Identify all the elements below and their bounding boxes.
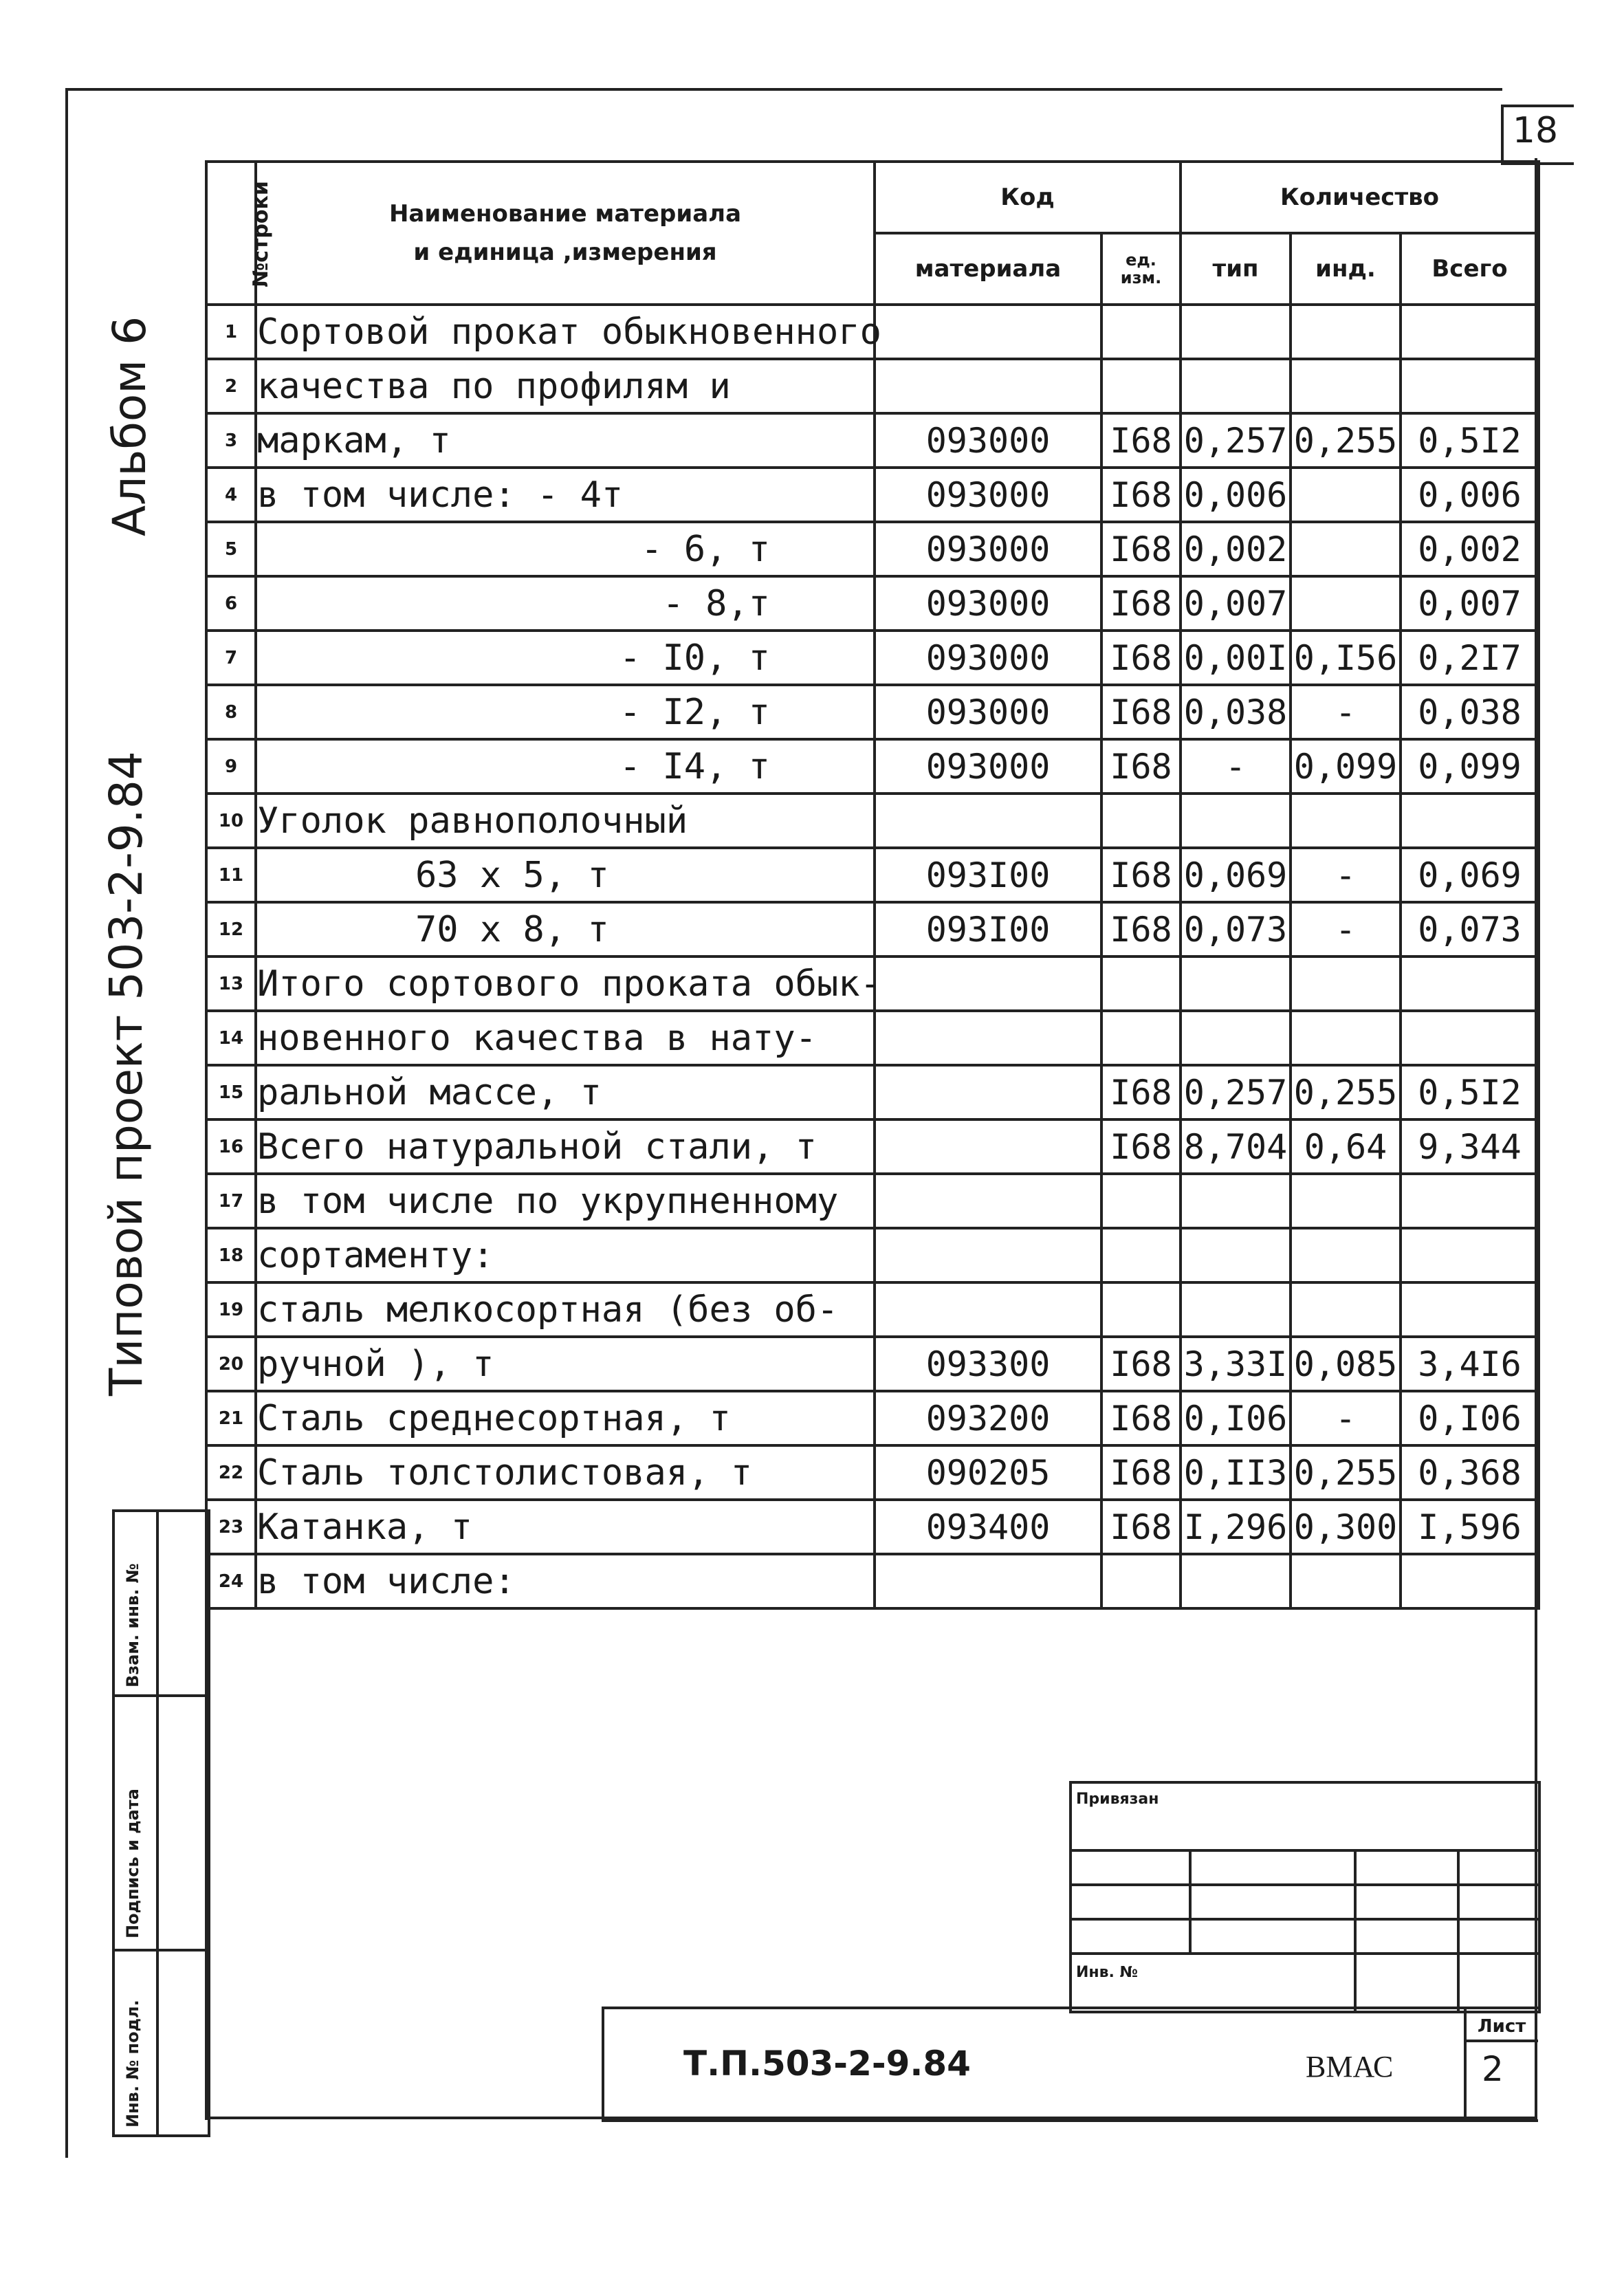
qty-ind-cell bbox=[1291, 468, 1401, 522]
qty-ind-cell bbox=[1291, 956, 1401, 1011]
table-row bbox=[206, 1445, 1539, 1500]
row-number-cell: 22 bbox=[206, 1445, 256, 1500]
qty-total-cell: 0,5I2 bbox=[1401, 413, 1539, 468]
unit-code-cell: I68 bbox=[1101, 1391, 1181, 1445]
row-number-cell: 7 bbox=[206, 631, 256, 685]
unit-code-cell: I68 bbox=[1101, 685, 1181, 739]
qty-ind-cell bbox=[1291, 1011, 1401, 1065]
material-code-cell: 093200 bbox=[875, 1391, 1101, 1445]
table-row bbox=[206, 522, 1539, 576]
qty-typ-cell bbox=[1181, 794, 1291, 848]
qty-total-cell bbox=[1401, 305, 1539, 359]
qty-ind-cell: 0,255 bbox=[1291, 1445, 1401, 1500]
qty-total-cell: 0,2I7 bbox=[1401, 631, 1539, 685]
row-number-cell: 20 bbox=[206, 1337, 256, 1391]
table-row bbox=[206, 739, 1539, 794]
qty-ind-cell bbox=[1291, 794, 1401, 848]
qty-typ-cell: - bbox=[1181, 739, 1291, 794]
material-name-cell: 70 х 8, т bbox=[256, 902, 875, 956]
qty-typ-cell: 0,II3 bbox=[1181, 1445, 1291, 1500]
material-code-cell bbox=[875, 1011, 1101, 1065]
qty-total-cell: 0,002 bbox=[1401, 522, 1539, 576]
material-code-cell bbox=[875, 794, 1101, 848]
qty-total-cell bbox=[1401, 794, 1539, 848]
table-row bbox=[206, 794, 1539, 848]
row-number-cell: 3 bbox=[206, 413, 256, 468]
material-name-cell: маркам, т bbox=[256, 413, 875, 468]
unit-code-cell bbox=[1101, 1282, 1181, 1337]
material-name-cell: сталь мелкосортная (без об- bbox=[256, 1282, 875, 1337]
unit-code-cell: I68 bbox=[1101, 631, 1181, 685]
table-row bbox=[206, 902, 1539, 956]
table-row bbox=[206, 956, 1539, 1011]
unit-code-cell: I68 bbox=[1101, 848, 1181, 902]
qty-total-cell bbox=[1401, 359, 1539, 413]
qty-total-cell: I,596 bbox=[1401, 1500, 1539, 1554]
qty-total-cell bbox=[1401, 1228, 1539, 1282]
row-number-cell: 4 bbox=[206, 468, 256, 522]
qty-ind-cell: - bbox=[1291, 848, 1401, 902]
bind-line-2 bbox=[1072, 1883, 1538, 1886]
row-number-cell: 17 bbox=[206, 1174, 256, 1228]
material-code-cell: 093400 bbox=[875, 1500, 1101, 1554]
qty-total-cell bbox=[1401, 956, 1539, 1011]
unit-code-cell: I68 bbox=[1101, 522, 1181, 576]
qty-typ-cell: 0,257 bbox=[1181, 1065, 1291, 1119]
material-code-cell: 093000 bbox=[875, 631, 1101, 685]
page-number: 18 bbox=[1512, 110, 1559, 151]
qty-ind-cell: 0,I56 bbox=[1291, 631, 1401, 685]
header-material-name: Наименование материала и единица ,измерения bbox=[256, 162, 875, 305]
material-name-cell: - 8,т bbox=[256, 576, 875, 631]
unit-code-cell bbox=[1101, 1554, 1181, 1608]
table-row bbox=[206, 359, 1539, 413]
album-label: Альбом 6 bbox=[103, 316, 156, 536]
material-code-cell: 093I00 bbox=[875, 902, 1101, 956]
qty-ind-cell bbox=[1291, 1228, 1401, 1282]
qty-typ-cell: 3,33I bbox=[1181, 1337, 1291, 1391]
qty-typ-cell bbox=[1181, 1228, 1291, 1282]
qty-ind-cell bbox=[1291, 1174, 1401, 1228]
material-name-cell: - I2, т bbox=[256, 685, 875, 739]
material-name-cell: в том числе по укрупненному bbox=[256, 1174, 875, 1228]
qty-ind-cell: 0,099 bbox=[1291, 739, 1401, 794]
material-code-cell bbox=[875, 1554, 1101, 1608]
material-code-cell bbox=[875, 359, 1101, 413]
stamp-vzam-label: Взам. инв. № bbox=[123, 1563, 142, 1687]
qty-total-cell bbox=[1401, 1282, 1539, 1337]
side-stamp bbox=[112, 1509, 210, 2137]
qty-total-cell: 0,368 bbox=[1401, 1445, 1539, 1500]
qty-typ-cell bbox=[1181, 956, 1291, 1011]
material-name-cell: новенного качества в нату- bbox=[256, 1011, 875, 1065]
sheet-label: Лист bbox=[1478, 2016, 1526, 2037]
table-row bbox=[206, 848, 1539, 902]
qty-total-cell: 0,069 bbox=[1401, 848, 1539, 902]
bind-line-1 bbox=[1072, 1849, 1538, 1852]
material-name-cell: - 6, т bbox=[256, 522, 875, 576]
row-number-cell: 10 bbox=[206, 794, 256, 848]
material-name-cell: 63 х 5, т bbox=[256, 848, 875, 902]
material-name-cell: в том числе: - 4т bbox=[256, 468, 875, 522]
qty-typ-cell: 0,257 bbox=[1181, 413, 1291, 468]
unit-code-cell bbox=[1101, 305, 1181, 359]
row-number-cell: 2 bbox=[206, 359, 256, 413]
table-row bbox=[206, 1337, 1539, 1391]
qty-typ-cell: 0,I06 bbox=[1181, 1391, 1291, 1445]
row-number-cell: 14 bbox=[206, 1011, 256, 1065]
qty-typ-cell: 0,00I bbox=[1181, 631, 1291, 685]
material-code-cell: 093000 bbox=[875, 739, 1101, 794]
qty-typ-cell: 0,007 bbox=[1181, 576, 1291, 631]
title-block-section: ВМАС bbox=[1306, 2050, 1394, 2084]
qty-typ-cell: 8,704 bbox=[1181, 1119, 1291, 1174]
frame-top-line bbox=[65, 88, 1502, 91]
unit-code-cell: I68 bbox=[1101, 1337, 1181, 1391]
material-name-cell: Сталь среднесортная, т bbox=[256, 1391, 875, 1445]
material-name-cell: ральной массе, т bbox=[256, 1065, 875, 1119]
qty-total-cell: 0,5I2 bbox=[1401, 1065, 1539, 1119]
unit-code-cell: I68 bbox=[1101, 1119, 1181, 1174]
qty-total-cell: 0,007 bbox=[1401, 576, 1539, 631]
material-code-cell bbox=[875, 1065, 1101, 1119]
stamp-sep-2 bbox=[115, 1949, 208, 1952]
qty-typ-cell bbox=[1181, 1174, 1291, 1228]
unit-code-cell: I68 bbox=[1101, 576, 1181, 631]
sheet-line bbox=[1467, 2040, 1538, 2042]
stamp-podpis-label: Подпись и дата bbox=[123, 1789, 142, 1938]
qty-ind-cell: 0,255 bbox=[1291, 1065, 1401, 1119]
qty-total-cell: 0,I06 bbox=[1401, 1391, 1539, 1445]
row-number-cell: 21 bbox=[206, 1391, 256, 1445]
frame-bottom-line bbox=[205, 2117, 1537, 2119]
binding-privyazan: Привязан bbox=[1076, 1791, 1159, 1808]
material-name-cell: сортаменту: bbox=[256, 1228, 875, 1282]
material-name-cell: Катанка, т bbox=[256, 1500, 875, 1554]
qty-typ-cell: 0,002 bbox=[1181, 522, 1291, 576]
header-unit: ед. изм. bbox=[1101, 233, 1181, 305]
row-number-cell: 23 bbox=[206, 1500, 256, 1554]
qty-total-cell: 0,006 bbox=[1401, 468, 1539, 522]
qty-ind-cell bbox=[1291, 1282, 1401, 1337]
material-name-cell: Сортовой прокат обыкновенного bbox=[256, 305, 875, 359]
qty-ind-cell: 0,64 bbox=[1291, 1119, 1401, 1174]
material-code-cell bbox=[875, 1119, 1101, 1174]
material-name-cell: Уголок равнополочный bbox=[256, 794, 875, 848]
table-row bbox=[206, 1282, 1539, 1337]
qty-ind-cell bbox=[1291, 1554, 1401, 1608]
row-number-cell: 18 bbox=[206, 1228, 256, 1282]
row-number-cell: 15 bbox=[206, 1065, 256, 1119]
table-row bbox=[206, 305, 1539, 359]
table-row bbox=[206, 1554, 1539, 1608]
qty-ind-cell: - bbox=[1291, 1391, 1401, 1445]
qty-typ-cell: 0,069 bbox=[1181, 848, 1291, 902]
qty-typ-cell bbox=[1181, 1011, 1291, 1065]
table-row bbox=[206, 1065, 1539, 1119]
material-name-cell: Итого сортового проката обык- bbox=[256, 956, 875, 1011]
stamp-divider bbox=[156, 1512, 159, 2134]
table-row bbox=[206, 468, 1539, 522]
table-row bbox=[206, 631, 1539, 685]
material-name-cell: - I0, т bbox=[256, 631, 875, 685]
table-row bbox=[206, 576, 1539, 631]
table-left-line bbox=[205, 160, 208, 2120]
row-number-cell: 1 bbox=[206, 305, 256, 359]
qty-typ-cell: 0,038 bbox=[1181, 685, 1291, 739]
qty-ind-cell: - bbox=[1291, 685, 1401, 739]
unit-code-cell bbox=[1101, 359, 1181, 413]
material-code-cell: 090205 bbox=[875, 1445, 1101, 1500]
unit-code-cell: I68 bbox=[1101, 739, 1181, 794]
unit-code-cell bbox=[1101, 1011, 1181, 1065]
qty-total-cell: 0,038 bbox=[1401, 685, 1539, 739]
material-code-cell bbox=[875, 1228, 1101, 1282]
qty-typ-cell bbox=[1181, 359, 1291, 413]
qty-ind-cell bbox=[1291, 359, 1401, 413]
unit-code-cell: I68 bbox=[1101, 1065, 1181, 1119]
unit-code-cell bbox=[1101, 956, 1181, 1011]
table-row bbox=[206, 1011, 1539, 1065]
header-quantity: Количество bbox=[1181, 162, 1539, 233]
material-code-cell: 093I00 bbox=[875, 848, 1101, 902]
row-number-cell: 12 bbox=[206, 902, 256, 956]
bind-line-4 bbox=[1072, 1952, 1538, 1955]
qty-total-cell bbox=[1401, 1554, 1539, 1608]
header-row-number: №строки bbox=[206, 162, 256, 305]
qty-ind-cell bbox=[1291, 576, 1401, 631]
unit-code-cell: I68 bbox=[1101, 468, 1181, 522]
qty-total-cell bbox=[1401, 1011, 1539, 1065]
table-row bbox=[206, 1500, 1539, 1554]
table-row bbox=[206, 1174, 1539, 1228]
header-total: Всего bbox=[1401, 233, 1539, 305]
qty-typ-cell: I,296 bbox=[1181, 1500, 1291, 1554]
qty-total-cell: 0,099 bbox=[1401, 739, 1539, 794]
frame-left-line bbox=[65, 88, 68, 2158]
table-row bbox=[206, 1228, 1539, 1282]
qty-total-cell: 0,073 bbox=[1401, 902, 1539, 956]
material-name-cell: Всего натуральной стали, т bbox=[256, 1119, 875, 1174]
unit-code-cell: I68 bbox=[1101, 413, 1181, 468]
title-block bbox=[602, 2007, 1538, 2122]
project-label: Типовой проект 503-2-9.84 bbox=[100, 751, 153, 1396]
bind-line-3 bbox=[1072, 1918, 1538, 1921]
bind-v-3 bbox=[1457, 1849, 1460, 2011]
material-name-cell: качества по профилям и bbox=[256, 359, 875, 413]
row-number-cell: 5 bbox=[206, 522, 256, 576]
header-typ: тип bbox=[1181, 233, 1291, 305]
material-code-cell bbox=[875, 1282, 1101, 1337]
row-number-cell: 19 bbox=[206, 1282, 256, 1337]
material-code-cell bbox=[875, 305, 1101, 359]
material-code-cell bbox=[875, 1174, 1101, 1228]
material-name-cell: в том числе: bbox=[256, 1554, 875, 1608]
row-number-cell: 24 bbox=[206, 1554, 256, 1608]
qty-ind-cell bbox=[1291, 522, 1401, 576]
unit-code-cell bbox=[1101, 1228, 1181, 1282]
material-code-cell: 093000 bbox=[875, 413, 1101, 468]
qty-ind-cell bbox=[1291, 305, 1401, 359]
table-row bbox=[206, 1391, 1539, 1445]
qty-typ-cell: 0,006 bbox=[1181, 468, 1291, 522]
row-number-cell: 8 bbox=[206, 685, 256, 739]
qty-typ-cell: 0,073 bbox=[1181, 902, 1291, 956]
qty-ind-cell: 0,300 bbox=[1291, 1500, 1401, 1554]
sheet-number: 2 bbox=[1482, 2049, 1504, 2089]
unit-code-cell: I68 bbox=[1101, 1445, 1181, 1500]
qty-typ-cell bbox=[1181, 305, 1291, 359]
header-code: Код bbox=[875, 162, 1181, 233]
materials-table bbox=[205, 160, 1540, 1610]
material-code-cell: 093300 bbox=[875, 1337, 1101, 1391]
material-code-cell: 093000 bbox=[875, 685, 1101, 739]
bind-v-1 bbox=[1189, 1849, 1192, 1952]
material-code-cell bbox=[875, 956, 1101, 1011]
row-number-cell: 13 bbox=[206, 956, 256, 1011]
qty-total-cell: 9,344 bbox=[1401, 1119, 1539, 1174]
qty-total-cell: 3,4I6 bbox=[1401, 1337, 1539, 1391]
qty-ind-cell: 0,085 bbox=[1291, 1337, 1401, 1391]
material-name-cell: Сталь толстолистовая, т bbox=[256, 1445, 875, 1500]
header-ind: инд. bbox=[1291, 233, 1401, 305]
title-block-code: Т.П.503-2-9.84 bbox=[683, 2044, 971, 2084]
row-number-cell: 9 bbox=[206, 739, 256, 794]
row-number-cell: 11 bbox=[206, 848, 256, 902]
header-material-code: материала bbox=[875, 233, 1101, 305]
table-row bbox=[206, 1119, 1539, 1174]
material-name-cell: - I4, т bbox=[256, 739, 875, 794]
qty-ind-cell: - bbox=[1291, 902, 1401, 956]
material-code-cell: 093000 bbox=[875, 576, 1101, 631]
material-code-cell: 093000 bbox=[875, 522, 1101, 576]
unit-code-cell bbox=[1101, 1174, 1181, 1228]
material-code-cell: 093000 bbox=[875, 468, 1101, 522]
row-number-cell: 6 bbox=[206, 576, 256, 631]
unit-code-cell: I68 bbox=[1101, 1500, 1181, 1554]
table-row bbox=[206, 685, 1539, 739]
qty-total-cell bbox=[1401, 1174, 1539, 1228]
bind-v-2 bbox=[1354, 1849, 1357, 2011]
stamp-sep-1 bbox=[115, 1694, 208, 1697]
unit-code-cell: I68 bbox=[1101, 902, 1181, 956]
binding-block bbox=[1069, 1781, 1541, 2013]
stamp-inv-podl-label: Инв. № подл. bbox=[123, 2000, 142, 2128]
row-number-cell: 16 bbox=[206, 1119, 256, 1174]
material-name-cell: ручной ), т bbox=[256, 1337, 875, 1391]
qty-ind-cell: 0,255 bbox=[1291, 413, 1401, 468]
sheet-box bbox=[1464, 2009, 1538, 2117]
unit-code-cell bbox=[1101, 794, 1181, 848]
qty-typ-cell bbox=[1181, 1282, 1291, 1337]
binding-inv-no: Инв. № bbox=[1076, 1964, 1139, 1981]
qty-typ-cell bbox=[1181, 1554, 1291, 1608]
table-row bbox=[206, 413, 1539, 468]
